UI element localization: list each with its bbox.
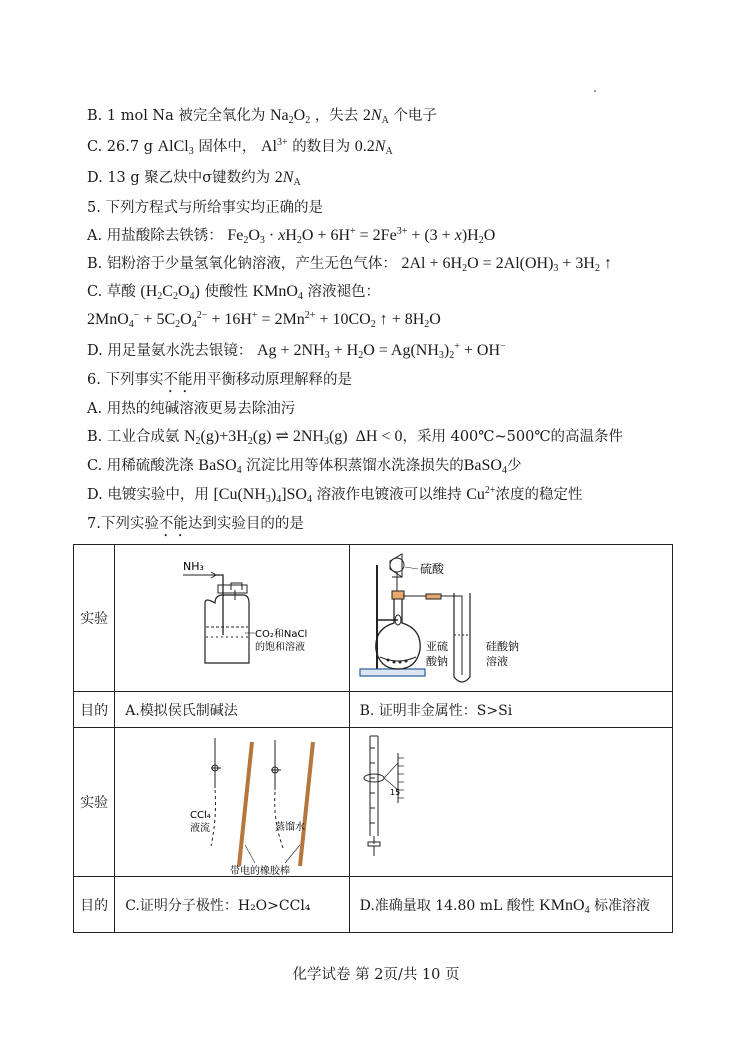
formula-al3: $Al^{3+}$ bbox=[260, 137, 288, 155]
formula-2na: $2N_A$ bbox=[274, 169, 301, 188]
equation-nh3: $N_2(g)+3H_2(g)$ ⇌ $2NH_3(g) \Delta H < 0$ bbox=[183, 428, 403, 447]
text: A. 用盐酸除去铁锈： bbox=[87, 228, 223, 244]
aim-c: C.证明分子极性：H₂O>CCl₄ bbox=[115, 877, 349, 933]
text: 固体中， bbox=[198, 139, 257, 155]
option-c-line bbox=[87, 137, 393, 157]
formula-kmno4: KMnO$_4$ bbox=[539, 896, 590, 916]
text: C. 草酸 bbox=[87, 284, 136, 300]
text: C. 用稀硫酸洗涤 bbox=[87, 458, 194, 474]
figure-d-burette bbox=[350, 728, 666, 876]
text: 浓度的稳定性 bbox=[495, 487, 583, 503]
equation-d: $Ag + 2NH_3 + H_2O = Ag(NH_3)_2^+ + OH^-$ bbox=[256, 341, 506, 361]
label-acid: 硫酸 bbox=[419, 562, 444, 576]
text: B. 铝粉溶于少量氢氧化钠溶液，产生无色气体： bbox=[87, 256, 397, 272]
figure-c-polarity bbox=[115, 728, 342, 876]
label-water: 蒸馏水 bbox=[275, 822, 306, 833]
label-ccl4: 液流 bbox=[190, 823, 211, 834]
formula-baso4: BaSO$_4$ bbox=[463, 457, 507, 476]
figure-b-cell bbox=[349, 545, 672, 692]
experiment-table bbox=[73, 544, 673, 933]
text: 溶液作电镀液可以维持 bbox=[316, 487, 462, 503]
text: 7.下列实验 bbox=[87, 516, 159, 532]
label-solution: 硅酸钠 bbox=[485, 640, 519, 653]
question-6 bbox=[87, 370, 352, 396]
q6-option-b bbox=[87, 427, 623, 447]
text: ，失去 bbox=[314, 108, 359, 124]
question-7 bbox=[87, 514, 304, 540]
text: 标准溶液 bbox=[594, 897, 651, 914]
text: 沉淀比用等体积蒸馏水洗涤损失的 bbox=[246, 458, 464, 474]
row-label-experiment: 实验 bbox=[74, 545, 115, 692]
label-nh3: NH₃ bbox=[183, 560, 205, 573]
aim-d bbox=[349, 877, 672, 933]
text: D. 电镀实验中，用 bbox=[87, 487, 209, 503]
aim-b: B. 证明非金属性：S>Si bbox=[349, 692, 672, 728]
text: 使酸性 bbox=[204, 284, 248, 300]
aim-a: A.模拟侯氏制碱法 bbox=[115, 692, 349, 728]
emphasis-text: 不能 bbox=[163, 372, 193, 388]
q5-option-b bbox=[87, 254, 612, 274]
emphasis-text: 不能 bbox=[158, 516, 188, 532]
label-solution: 溶液 bbox=[485, 655, 508, 668]
text: 少 bbox=[506, 458, 522, 474]
q5-option-d bbox=[87, 341, 506, 361]
label-solid: 酸钠 bbox=[425, 655, 448, 668]
equation-b: $2Al + 6H_2O = 2Al(OH)_3 + 3H_2$ ↑ bbox=[401, 255, 612, 274]
scan-speck bbox=[594, 90, 596, 92]
formula-h2c2o4: $(H_2C_2O_4)$ bbox=[140, 283, 200, 302]
q5-c-equation bbox=[87, 310, 441, 330]
text: D.准确量取 14.80 mL 酸性 bbox=[359, 897, 535, 914]
q5-option-a bbox=[87, 226, 495, 246]
label-liquid: CO₂和NaCl bbox=[255, 629, 308, 640]
option-b-line bbox=[87, 106, 437, 126]
figure-a-gas-bottle bbox=[115, 545, 342, 691]
label-liquid: 的饱和溶液 bbox=[255, 642, 306, 653]
text: C. 26.7 g bbox=[87, 139, 153, 155]
text: ，采用 400℃~500℃的高温条件 bbox=[402, 429, 624, 445]
question-5: 5. 下列方程式与所给事实均正确的是 bbox=[87, 200, 323, 216]
text: 溶液褪色： bbox=[307, 284, 381, 300]
formula-cu2: $Cu^{2+}$ bbox=[466, 485, 496, 503]
text: 6. 下列事实 bbox=[87, 372, 164, 388]
figure-a-cell bbox=[115, 545, 349, 692]
figure-b-apparatus bbox=[350, 545, 666, 691]
label-ccl4: CCl₄ bbox=[190, 810, 211, 821]
q5-option-c bbox=[87, 282, 380, 302]
text: 的数目为 bbox=[292, 139, 351, 155]
q6-option-a: A. 用热的纯碱溶液更易去除油污 bbox=[87, 401, 296, 417]
formula-cu-nh3: $[Cu(NH_3)_4]SO_4$ bbox=[213, 486, 312, 505]
figure-c-cell bbox=[115, 728, 349, 877]
option-d-line bbox=[87, 168, 301, 188]
text: B. 工业合成氨 bbox=[87, 429, 180, 445]
q6-option-d bbox=[87, 485, 583, 505]
formula-na2o2: $Na_2O_2$ bbox=[269, 107, 311, 126]
label-scale-mark: 15 bbox=[389, 788, 400, 797]
q6-option-c bbox=[87, 456, 521, 476]
text: 达到实验目的的是 bbox=[187, 516, 304, 532]
text: D. 13 g 聚乙炔中σ键数约为 bbox=[87, 170, 271, 186]
text: 个电子 bbox=[393, 108, 437, 124]
label-solid: 亚硫 bbox=[425, 640, 448, 653]
formula-alcl3: AlCl$_3$ bbox=[157, 138, 194, 157]
equation-c: $2MnO_4^- + 5C_2O_4^{2-} + 16H^+ = 2Mn^{2+} + 10CO_2$ ↑ + $8H_2O$ bbox=[87, 310, 441, 330]
text: B. 1 mol Na 被完全氧化为 bbox=[87, 108, 266, 124]
figure-d-cell bbox=[349, 728, 672, 877]
row-label-aim: 目的 bbox=[74, 877, 115, 933]
text: 用平衡移动原理解释的是 bbox=[192, 372, 352, 388]
label-rod: 带电的橡胶棒 bbox=[230, 866, 291, 876]
row-label-aim: 目的 bbox=[74, 692, 115, 728]
formula-2na: $2N_A$ bbox=[362, 107, 389, 126]
row-label-experiment: 实验 bbox=[74, 728, 115, 877]
page-footer: 化学试卷 第 2页/共 10 页 bbox=[292, 967, 460, 983]
formula-kmno4: KMnO$_4$ bbox=[252, 283, 303, 302]
equation-a: $Fe_2O_3 \cdot xH_2O + 6H^+ = 2Fe^{3+} + (3 + x)H_2O$ bbox=[227, 226, 496, 246]
text: D. 用足量氨水洗去银镜： bbox=[87, 343, 253, 359]
formula-baso4: BaSO$_4$ bbox=[198, 457, 242, 476]
formula-02na: $0.2N_A$ bbox=[354, 138, 393, 157]
